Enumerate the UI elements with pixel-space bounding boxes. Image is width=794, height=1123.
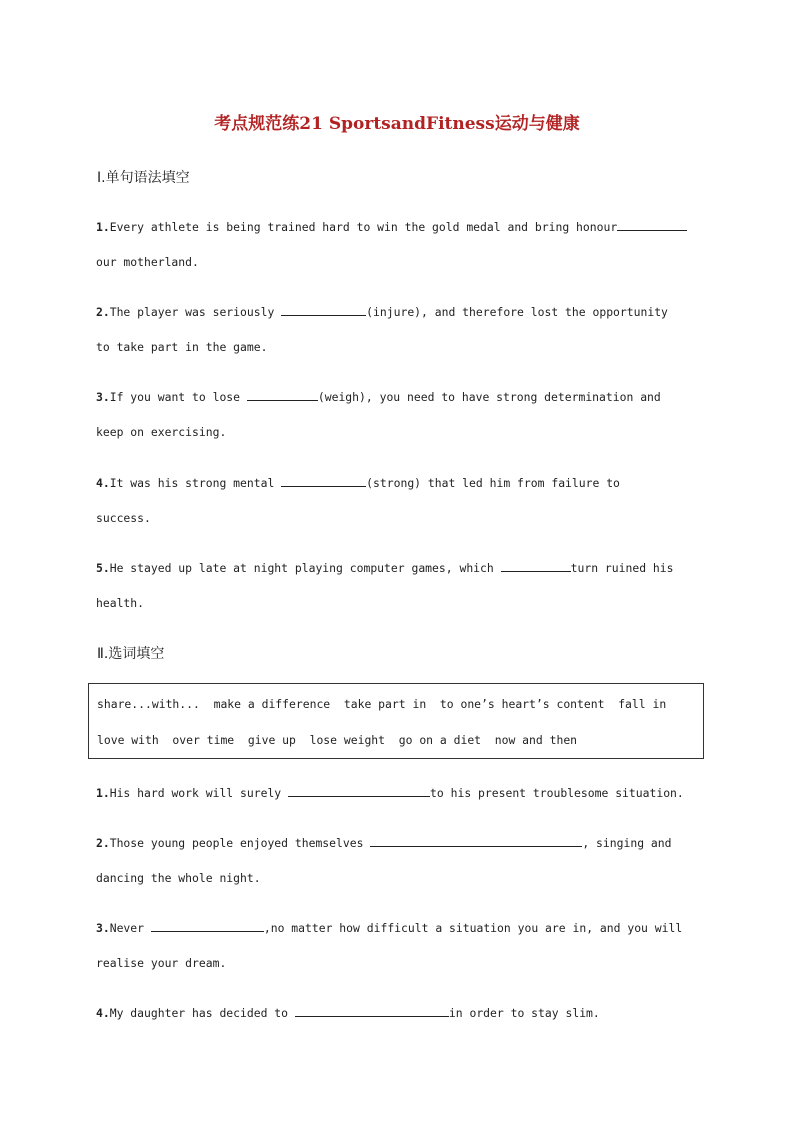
s2-item-2-line2: dancing the whole night.: [96, 871, 261, 885]
item-text-after: turn ruined his: [570, 561, 674, 575]
s2-item-1: [96, 785, 684, 800]
item-text-before: Those young people enjoyed themselves: [109, 836, 371, 850]
item-number: 4.: [96, 1006, 110, 1020]
item-number: 2.: [96, 305, 110, 319]
item-text-after: ,no matter how difficult a situation you are in, and you will: [263, 921, 683, 935]
item-text-after: to his present troublesome situation.: [430, 786, 684, 800]
s1-item-2: [96, 304, 668, 319]
s1-item-5-line2: health.: [96, 596, 145, 610]
item-text-after: (weigh), you need to have strong determination and: [317, 390, 661, 404]
s1-item-5: [96, 560, 674, 575]
item-number: 1.: [96, 786, 110, 800]
s1-item-4: [96, 475, 620, 490]
page-title: 考点规范练21 SportsandFitness运动与健康: [214, 114, 580, 134]
answer-blank[interactable]: [295, 1005, 449, 1017]
answer-blank[interactable]: [281, 304, 366, 316]
s2-item-4: [96, 1005, 600, 1020]
word-bank-line-1: share...with... make a difference take part in to one’s heart’s content fall in: [97, 697, 667, 711]
s1-item-1: [96, 219, 687, 234]
item-text-before: He stayed up late at night playing computer games, which: [109, 561, 501, 575]
answer-blank[interactable]: [370, 835, 582, 847]
answer-blank[interactable]: [247, 389, 318, 401]
item-number: 4.: [96, 476, 110, 490]
item-text-after: (strong) that led him from failure to: [366, 476, 620, 490]
answer-blank[interactable]: [151, 920, 264, 932]
s1-item-1-line2: our motherland.: [96, 255, 199, 269]
answer-blank[interactable]: [288, 785, 430, 797]
item-text-before: The player was seriously: [109, 305, 282, 319]
answer-blank[interactable]: [501, 560, 571, 572]
item-number: 3.: [96, 390, 110, 404]
item-text-after: (injure), and therefore lost the opportunity: [366, 305, 668, 319]
item-text-before: Never: [109, 921, 151, 935]
item-text-before: His hard work will surely: [109, 786, 289, 800]
item-text-before: It was his strong mental: [109, 476, 282, 490]
item-number: 1.: [96, 220, 110, 234]
word-bank-box: [88, 683, 704, 759]
word-bank-line-2: love with over time give up lose weight go on a diet now and then: [97, 733, 578, 747]
item-text-before: If you want to lose: [109, 390, 247, 404]
item-number: 3.: [96, 921, 110, 935]
s2-item-3: [96, 920, 682, 935]
s1-item-3: [96, 389, 661, 404]
item-text-before: Every athlete is being trained hard to win the gold medal and bring honour: [109, 220, 618, 234]
answer-blank[interactable]: [617, 219, 687, 231]
item-text-after: in order to stay slim.: [448, 1006, 600, 1020]
answer-blank[interactable]: [281, 475, 366, 487]
s1-item-4-line2: success.: [96, 511, 151, 525]
item-number: 5.: [96, 561, 110, 575]
item-text-after: , singing and: [582, 836, 672, 850]
section-2-heading: Ⅱ.选词填空: [97, 646, 165, 662]
s1-item-3-line2: keep on exercising.: [96, 425, 227, 439]
s1-item-2-line2: to take part in the game.: [96, 340, 268, 354]
item-text-before: My daughter has decided to: [109, 1006, 295, 1020]
item-number: 2.: [96, 836, 110, 850]
section-1-heading: Ⅰ.单句语法填空: [97, 170, 190, 186]
s2-item-2: [96, 835, 671, 850]
s2-item-3-line2: realise your dream.: [96, 956, 227, 970]
